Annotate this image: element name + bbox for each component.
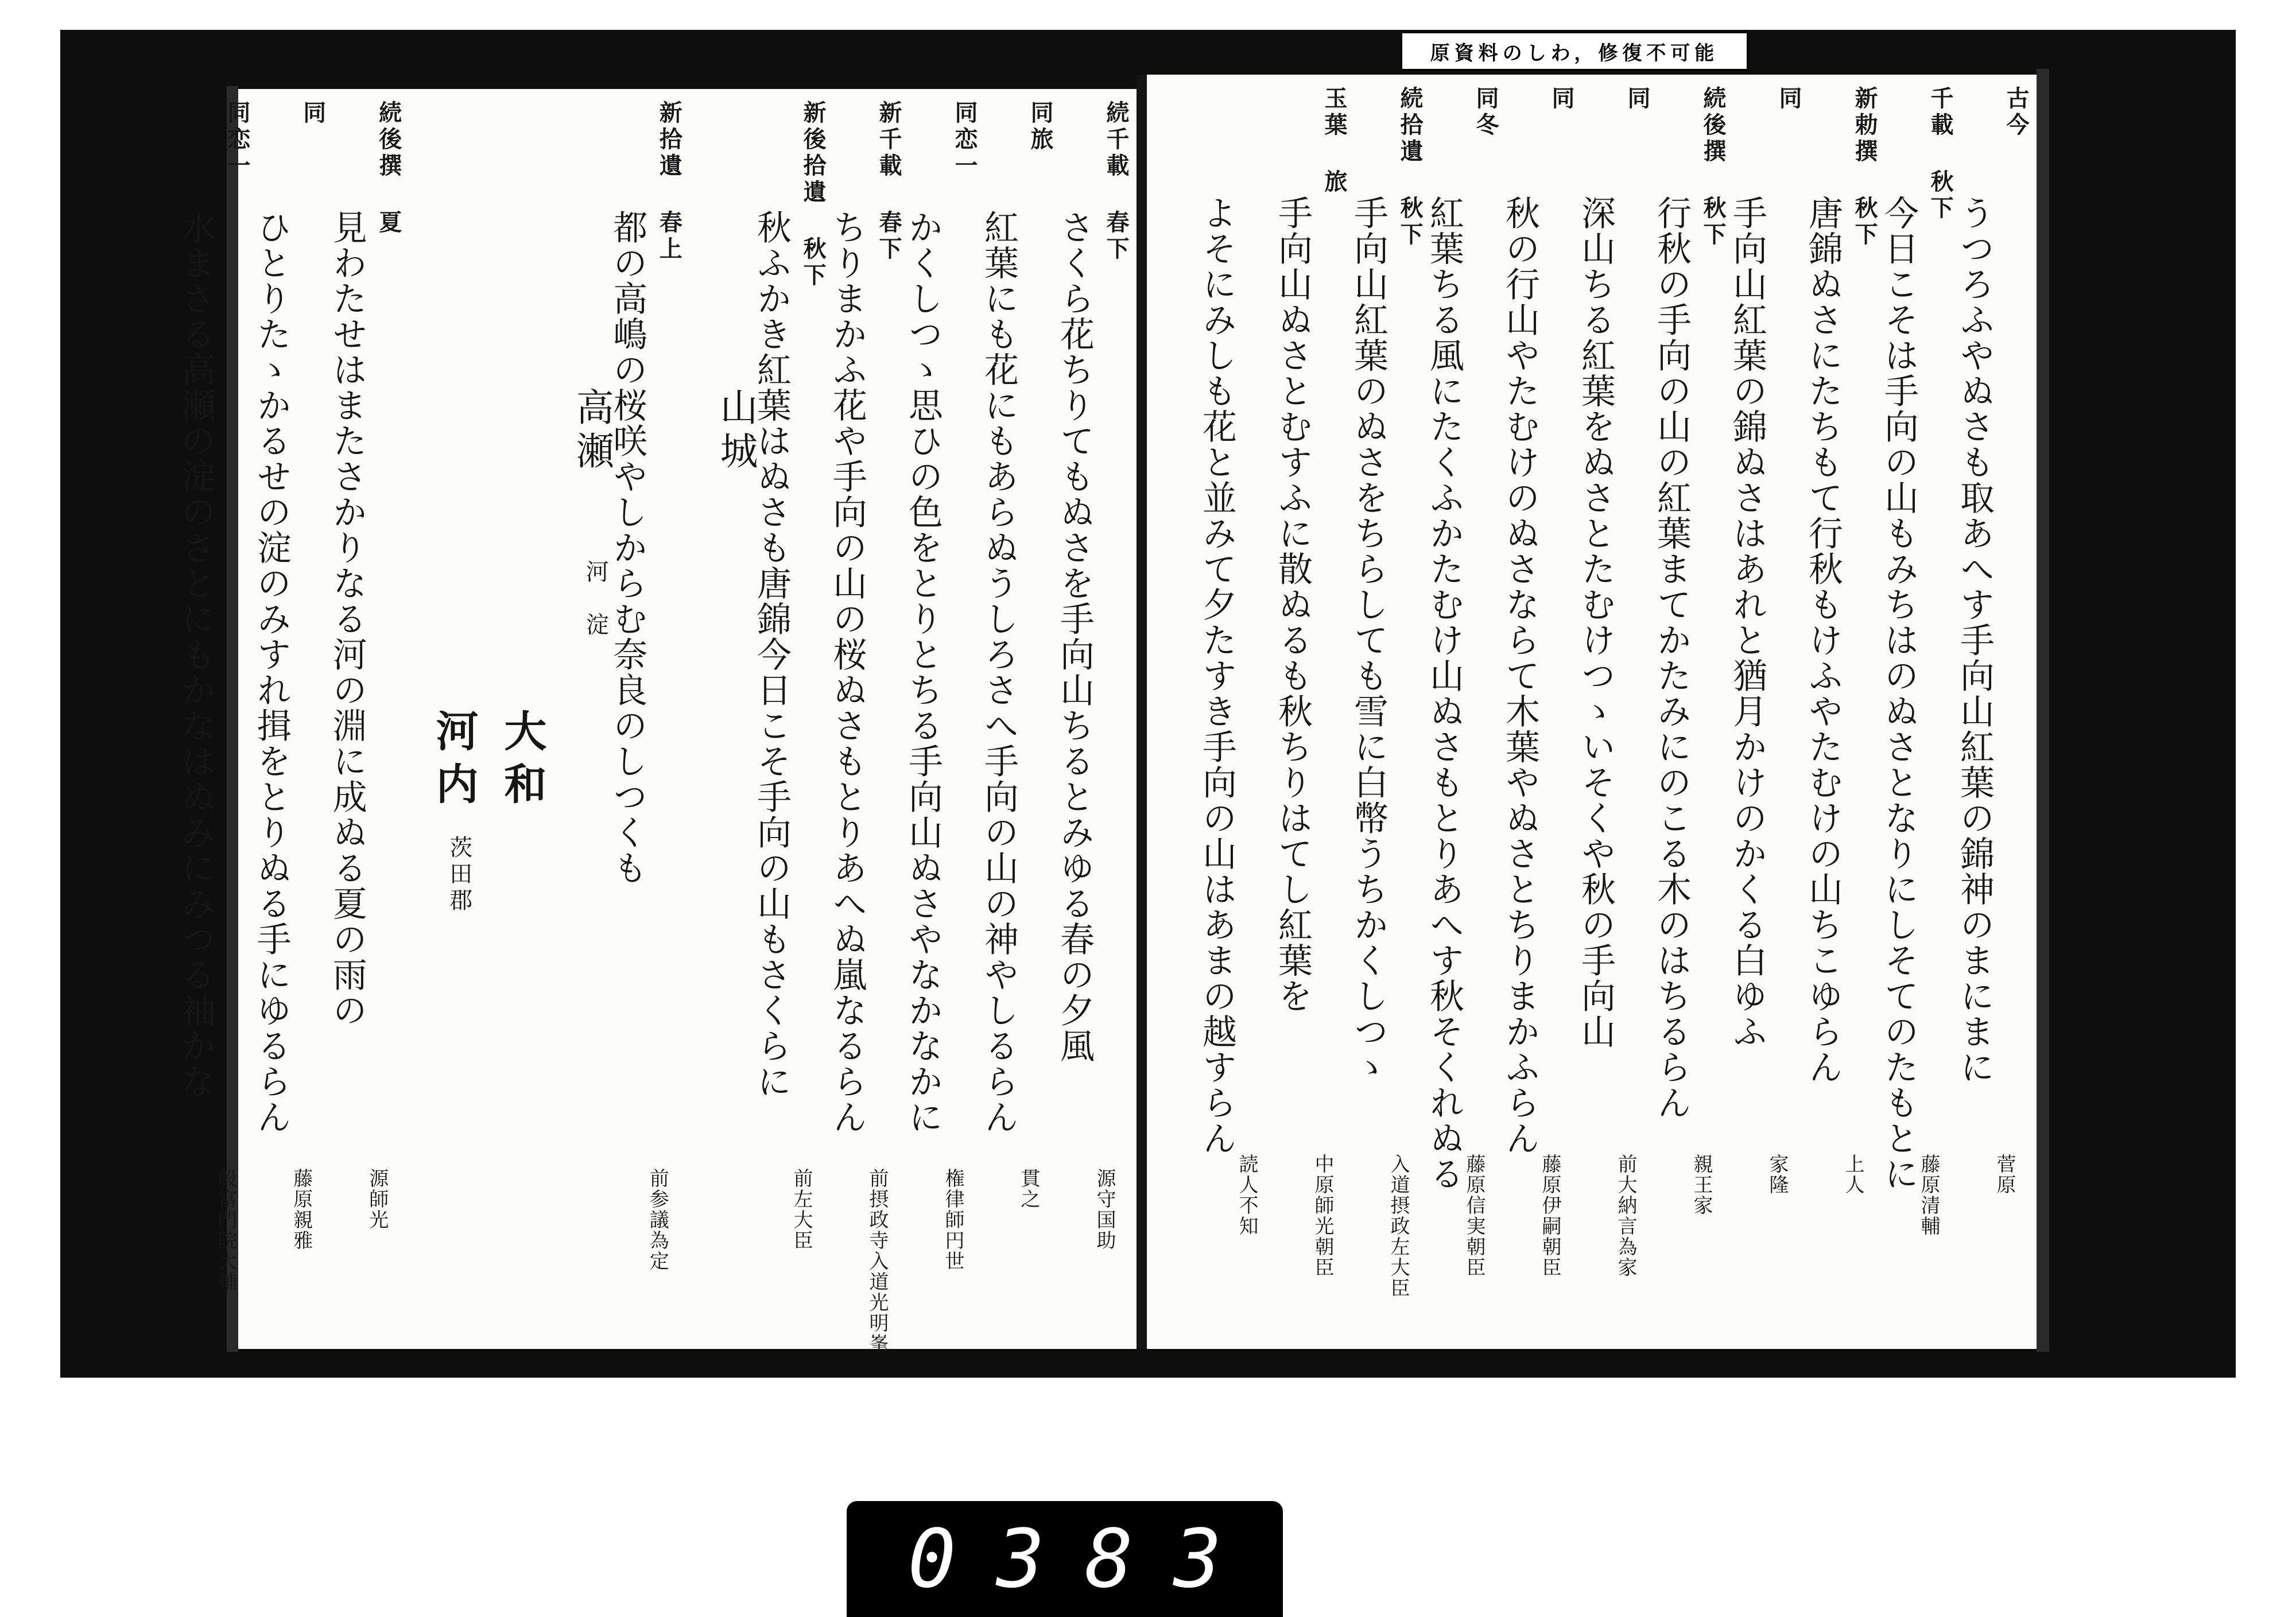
poet-name: 権律師円世 — [941, 1168, 964, 1271]
anthology-source: 古今 — [2003, 86, 2030, 139]
poem-text: 今日こそは手向の山もみちはのぬさとなりにしそてのたもとに — [1879, 195, 1919, 1192]
region-subheading: 河 淀 — [582, 560, 609, 639]
poem-text: うつろふやぬさも取あへす手向山紅葉の錦神のまにまに — [1954, 195, 1995, 1085]
anthology-source: 新千載 春下 — [875, 100, 902, 263]
poem-text: さくら花ちりてもぬさを手向山ちるとみゆる春の夕風 — [1054, 210, 1095, 1064]
poem-text: 紅葉ちる風にたくふかたむけ山ぬさもとりあへす秋そくれぬる — [1424, 195, 1464, 1192]
anthology-source: 同 — [1624, 86, 1651, 113]
poet-name: 貫之 — [1017, 1168, 1040, 1209]
page-edge-right — [2037, 69, 2049, 1352]
poem-text: よそにみしも花と並みて夕たすき手向の山はあまの越すらん — [1197, 195, 1237, 1156]
anthology-source: 玉葉 旅 — [1321, 86, 1348, 196]
poem-text: ひとりたゝかるせの淀のみすれ揖をとりぬる手にゆるらん — [251, 210, 292, 1135]
right-page — [1147, 75, 2037, 1349]
poet-name: 殷富門院大輔 — [214, 1168, 237, 1292]
anthology-source: 同冬 — [1472, 86, 1499, 139]
poem-text: 行秋の手向の山の紅葉まてかたみにのこる木のはちるらん — [1651, 195, 1692, 1120]
anthology-source: 同恋一 — [223, 100, 251, 180]
anthology-source: 千載 秋下 — [1927, 86, 1954, 222]
poem-text: 紅葉にも花にもあらぬうしろさへ手向の山の神やしるらん — [979, 210, 1019, 1135]
anthology-source: 同旅 — [1027, 100, 1054, 153]
anthology-source: 新勅撰 秋下 — [1851, 86, 1878, 249]
poem-text: 手向山紅葉のぬさをちらしても雪に白幣うちかくしつゝ — [1348, 195, 1389, 1085]
poet-name: 源守国助 — [1093, 1168, 1116, 1251]
region-heading: 山城 — [713, 387, 758, 475]
region-subheading: 茨田郡 — [445, 835, 472, 914]
region-heading: 大和 — [497, 709, 547, 815]
poet-name: 前参議為定 — [646, 1168, 669, 1271]
poet-name: 前左大臣 — [790, 1168, 813, 1251]
page-edge-left — [227, 86, 238, 1352]
page-number: 0383 — [907, 1512, 1262, 1606]
poem-text: 水まさる高瀬の淀のさとにもかなはぬみにみつる袖かな — [175, 210, 216, 1099]
poet-name: 源師光 — [365, 1168, 389, 1230]
anthology-source: 続後撰 秋下 — [1700, 86, 1727, 249]
poet-name: 読人不知 — [1235, 1154, 1258, 1236]
book-gutter — [1137, 75, 1147, 1349]
poem-text: 秋の行山やたむけのぬさならて木葉やぬさとちりまかふらん — [1500, 195, 1540, 1156]
poem-text: 都の高嶋の桜咲やしからむ奈良のしつくも — [607, 210, 648, 886]
poem-text: 見わたせはまたさかりなる河の淵に成ぬる夏の雨の — [327, 210, 367, 1028]
anthology-source: 続千載 春下 — [1103, 100, 1130, 263]
anthology-source: 続拾遺 秋下 — [1397, 86, 1424, 249]
anthology-source: 新後拾遺 秋下 — [800, 100, 827, 289]
anthology-source: 同 — [1548, 86, 1575, 113]
poem-text: ちりまかふ花や手向の山の桜ぬさもとりあへぬ嵐なるらん — [827, 210, 867, 1135]
condition-notice-label: 原資料のしわ，修復不可能 — [1401, 32, 1748, 71]
poet-name: 中原師光朝臣 — [1311, 1154, 1334, 1278]
poem-text: 唐錦ぬさにたちもて行秋もけふやたむけの山ちこゆらん — [1803, 195, 1843, 1085]
poem-text: 秋ふかき紅葉はぬさも唐錦今日こそ手向の山もさくらに — [751, 210, 792, 1099]
poet-name: 菅原 — [1993, 1154, 2016, 1195]
poem-text: 手向山ぬさとむすふに散ぬるも秋ちりはてし紅葉を — [1273, 195, 1313, 1014]
poet-name: 親王家 — [1690, 1154, 1713, 1216]
anthology-source: 同恋一 — [951, 100, 978, 180]
anthology-source: 新拾遺 春上 — [656, 100, 683, 263]
page-number-tab — [847, 1501, 1283, 1617]
poet-name: 家隆 — [1766, 1154, 1789, 1195]
anthology-source: 同 — [299, 100, 327, 127]
poem-text: かくしつゝ思ひの色をとりとちる手向山ぬさやなかなかに — [903, 210, 943, 1135]
anthology-source: 同 — [1775, 86, 1802, 113]
region-heading: 高瀬 — [569, 387, 614, 475]
anthology-source: 続後撰 夏 — [375, 100, 402, 236]
region-heading: 河内 — [429, 709, 479, 815]
poet-name: 前摂政寺入道光明峯 — [866, 1168, 889, 1354]
poet-name: 藤原清輔 — [1917, 1154, 1940, 1236]
poet-name: 前大納言為家 — [1614, 1154, 1637, 1278]
left-page — [175, 89, 1137, 1354]
poet-name: 藤原伊嗣朝臣 — [1538, 1154, 1561, 1278]
poem-text: 手向山紅葉の錦ぬさはあれと猶月かけのかくる白ゆふ — [1727, 195, 1767, 1049]
poet-name: 上人 — [1841, 1154, 1864, 1195]
poet-name: 入道摂政左大臣 — [1387, 1154, 1410, 1298]
poem-text: 深山ちる紅葉をぬさとたむけつゝいそくや秋の手向山 — [1576, 195, 1616, 1049]
frame-bottom-rule — [60, 1373, 2236, 1378]
poet-name: 藤原親雅 — [289, 1168, 313, 1251]
poet-name: 藤原信実朝臣 — [1463, 1154, 1486, 1278]
